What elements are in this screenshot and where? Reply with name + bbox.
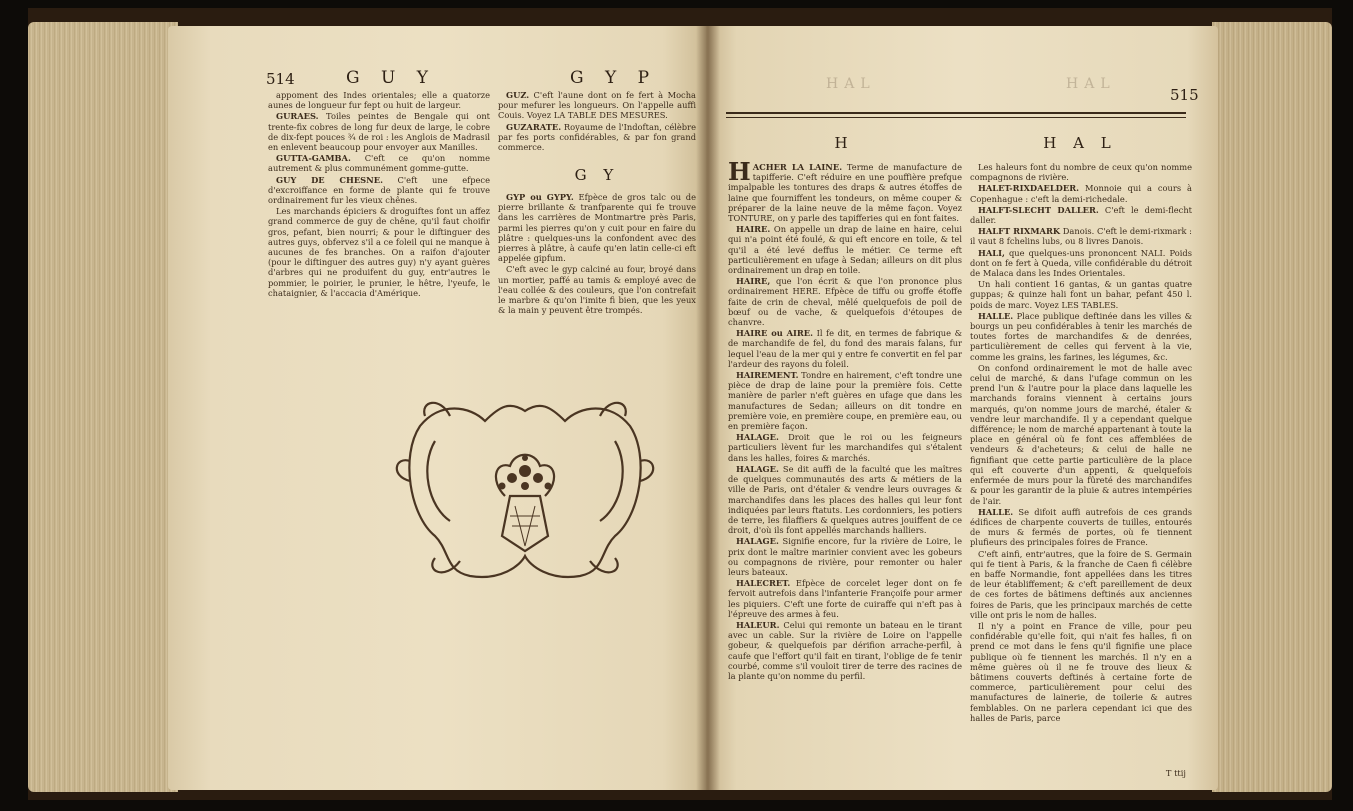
entry-headword: HAIRE ou AIRE.	[736, 328, 813, 339]
entry-text: Signifie encore, fur la rivière de Loire, le prix dont le maître marinier convient avec les gobeurs ou compagnons de rivière, pour remonter ou haler leurs bateaux.	[728, 536, 962, 577]
entry-paragraph	[268, 175, 490, 206]
entry-paragraph	[970, 363, 1192, 506]
entry-text: que quelques-uns prononcent NALI. Poids dont on fe fert à Queda, ville confidérable du détroit de Malaca dans les Indes Orientales.	[970, 247, 1192, 279]
entry-headword: HALEUR.	[736, 619, 780, 630]
page-edges-left	[28, 22, 178, 792]
entry-paragraph	[970, 183, 1192, 203]
entry-text: C'eft une efpece d'excroiffance en forme de plante qui fe trouve ordinairement fur les vieux chênes.	[268, 174, 490, 206]
left-page	[168, 26, 706, 790]
entry-text: Danois. C'eft le demi-rixmark : il vaut 8 fchelins lubs, ou 8 livres Danois.	[970, 226, 1192, 247]
right-column-1	[728, 157, 962, 682]
entry-headword: HAIRE,	[736, 276, 771, 287]
catchword: T ttij	[1165, 768, 1186, 778]
entry-text: Efpèce de corcelet leger dont on fe fervoit autrefois dans l'infanterie Françoife pour armer les piquiers. C'eft une forte de cuiraffe qui n'eft pas à l'épreuve des armes à feu.	[728, 578, 962, 619]
entry-paragraph	[728, 370, 962, 431]
entry-headword: HALFT RIXMARK	[978, 226, 1061, 237]
entry-text: Il fe dit, en termes de fabrique & de marchandife de fel, du fond des marais falans, fur lequel l'eau de la mer qui y entre fe convertit en fel par l'ardeur des rayons du foleil.	[728, 328, 962, 369]
entry-paragraph	[970, 549, 1192, 620]
entry-text: Place publique deftinée dans les villes & bourgs un peu confidérables à tenir les marchés de toutes fortes de marchandifes & de denrées, particulièrement de celles qui fervent à la vie, comme les grains, les farines, les légumes, &c.	[970, 310, 1192, 362]
entry-paragraph	[268, 206, 490, 298]
section-heading-h: H	[834, 134, 854, 152]
header-rule	[726, 112, 1186, 118]
bleed-through-text: HAL	[1066, 76, 1116, 92]
page-edges-right	[1212, 22, 1332, 792]
entry-paragraph	[268, 153, 490, 173]
entry-headword: HAIRE.	[736, 224, 771, 235]
entry-text: Royaume de l'Indoftan, célèbre par fes ports confidérables, & par fon grand commerce.	[498, 121, 696, 153]
entry-text: On appelle un drap de laine en haire, celui qui n'a point été foulé, & qui eft encore en toile, & tel qu'il a été levé deffus le métier. Ce terme eft particulièrement en ufage à Sedan; ailleurs on dit plus ordinairement un drap en toile.	[728, 224, 962, 276]
entry-paragraph	[728, 432, 962, 463]
section-heading-gy: G Y	[574, 166, 620, 184]
entry-text: Droit que le roi ou les feigneurs particuliers lèvent fur les marchandifes qui s'étalent dans les halles, foires & marchés.	[728, 432, 962, 463]
entry-paragraph	[970, 226, 1192, 246]
entry-text: C'eft avec le gyp calciné au four, broyé dans un mortier, paffé au tamis & employé avec de l'eau collée & des couleurs, que l'on contrefait le marbre & qu'on l'imite fi bien, que les yeux & la main y peuvent être trompés.	[498, 264, 696, 316]
entry-text: Toiles peintes de Bengale qui ont trente-fix cobres de long fur deux de large, le cobre de dix-fept pouces ¾ de roi : les Anglois de Madrasil en enlevent beaucoup pour envoyer aux Manilles.	[268, 111, 490, 153]
entry-text: Efpèce de gros talc ou de pierre brillante & tranfparente qui fe trouve dans les carrières de Montmartre près Paris, parmi les pierres qu'on y cuit pour en faire du plâtre : quelques-uns la confondent avec des pierres à plâtre, à caufe qu'en latin celle-ci eft appelée gipfum.	[498, 192, 696, 264]
entry-headword: HALAGE.	[736, 536, 779, 547]
entry-text: On confond ordinairement le mot de halle avec celui de marché, & dans l'ufage commun on les prend l'un & l'autre pour la place dans laquelle les marchands forains viennent à certains jours marqués, qu'on nomme jours de marché, étaler & vendre leur marchandife. Il y a cependant quelque différence; le nom de marché appartenant à toute la place en général où fe font ces affemblées de vendeurs & d'acheteurs; & celui de halle ne fignifiant que cette partie particulière de la place qui eft couverte d'un appenti, & quelquefois enfermée de murs pour la fûreté des marchandifes & pour les garantir de la pluie & autres intempéries de l'air.	[970, 362, 1192, 506]
entry-text: Se dit auffi de la faculté que les maîtres de quelques communautés des arts & métiers de la ville de Paris, ont d'étaler & vendre leurs ouvrages & marchandifes dans les places des halles qui leur font indiquées par leurs ftatuts. Les cordonniers, les potiers de terre, les filaffiers & quelques autres jouiffent de ce droit, d'où ils font appellés marchands halliers.	[728, 463, 962, 536]
entry-headword: GUZ.	[506, 90, 530, 100]
open-book	[28, 8, 1332, 800]
entry-text: Celui qui remonte un bateau en le tirant avec un cable. Sur la rivière de Loire on l'appelle gobeur, & quelquefois par dérifion arrache-perfil, à caufe que l'effort qu'il fait en tirant, l'oblige de fe tenir courbé, comme s'il vouloit tirer de terre des racines de la plante qu'on nomme du perfil.	[728, 619, 962, 681]
running-head-right: G Y P	[570, 68, 658, 88]
entry-paragraph	[970, 507, 1192, 548]
entry-headword: HALLE.	[978, 310, 1014, 321]
right-column-2	[970, 162, 1192, 724]
entry-headword: HALFT-SLECHT DALLER.	[978, 204, 1099, 215]
entry-headword: HALET-RIXDAELDER.	[978, 183, 1079, 194]
entry-headword: HALECRET.	[736, 578, 791, 589]
entry-headword: HALAGE.	[736, 432, 779, 443]
entry-headword: GUY DE CHESNE.	[276, 174, 383, 185]
entry-paragraph	[970, 311, 1192, 362]
entry-paragraph	[728, 578, 962, 619]
entry-text: C'eft ce qu'on nomme autrement & plus communément gomme-gutte.	[268, 153, 490, 174]
entry-paragraph	[268, 90, 490, 110]
entry-paragraph	[970, 279, 1192, 310]
entry-text: Tondre en hairement, c'eft tondre une pièce de drap de laine pour la première fois. Cette manière de parler n'eft guères en ufage que dans les manufactures de Sedan; ailleurs on dit tondre en première voie, en première coupe, en première eau, ou en première façon.	[728, 370, 962, 432]
entry-text: Terme de manufacture de tapifferie. C'eft réduire en une pouffière prefque impalpable les tontures des draps & autres étoffes de laine que fourniffent les tondeurs, on même couper & préparer de la laine neuve de la même façon. Voyez TONTURE, on y parle des tapifferies qui en font faites.	[728, 162, 962, 224]
drop-cap: H	[728, 157, 751, 186]
entry-headword: HALLE.	[978, 506, 1014, 517]
entry-text: C'eft l'aune dont on fe fert à Mocha pour mefurer les longueurs. On l'appelle auffi Couis. Voyez LA TABLE DES MESURES.	[498, 90, 696, 121]
entry-headword: HALAGE.	[736, 463, 779, 474]
entry-text: Monnoie qui a cours à Copenhague : c'eft la demi-richedale.	[970, 183, 1192, 204]
entry-headword: HAIREMENT.	[736, 370, 799, 381]
entry-headword: HALI,	[978, 247, 1005, 258]
entry-text: Les marchands épiciers & droguiftes font un affez grand commerce de guy de chêne, qu'il faut choifir gros, pefant, bien nourri; & pour le diftinguer des autres guys, obfervez s'il a ce foleil qui ne manque à aucunes de fes branches. On a raifon d'ajouter (pour le diftinguer des autres guy) n'y ayant guères d'arbres qui ne produifent du guy, entr'autres le pommier, le poirier, le prunier, le hêtre, l'yeufe, le chataignier, & l'accacia d'Amérique.	[268, 206, 490, 298]
page-number: 514	[266, 70, 295, 88]
entry-paragraph	[970, 205, 1192, 225]
entry-text: Les haleurs font du nombre de ceux qu'on nomme compagnons de rivière.	[970, 162, 1192, 183]
left-column-1	[268, 90, 490, 299]
entry-paragraph	[728, 328, 962, 369]
entry-text: Un hali contient 16 gantas, & un gantas quatre guppas; & quinze hali font un bahar, pefant 450 l. poids de marc. Voyez LES TABLES.	[970, 279, 1192, 310]
entry-paragraph	[728, 620, 962, 681]
entry-headword: ACHER LA LAINE.	[752, 162, 843, 172]
left-column-2-bottom	[498, 192, 696, 316]
right-page	[706, 26, 1218, 790]
entry-paragraph	[498, 192, 696, 263]
entry-headword: GYP ou GYPY.	[506, 192, 574, 202]
entry-text: Se difoit auffi autrefois de ces grands édifices de charpente couverts de tuilles, entourés de murs & fermés de portes, où fe tiennent plufieurs des principales foires de France.	[970, 506, 1192, 548]
left-column-2-top	[498, 90, 696, 153]
entry-text: appoment des Indes orientales; elle a quatorze aunes de longueur fur fept ou huit de largeur.	[268, 90, 490, 111]
entry-paragraph	[970, 621, 1192, 723]
entry-text: C'eft le demi-flecht daller.	[970, 204, 1192, 226]
entry-headword: GURAES.	[276, 111, 319, 122]
entry-headword: GUZARATE.	[506, 121, 562, 132]
page-number: 515	[1170, 86, 1199, 104]
entry-text: que l'on écrit & que l'on prononce plus ordinairement HERE. Efpèce de tiffu ou groffe étoffe faite de crin de cheval, mêlé quelquefois de poil de bœuf ou de vache, & quelquefois d'étoupes de chanvre.	[728, 276, 962, 328]
entry-paragraph	[268, 111, 490, 152]
entry-text: Il n'y a point en France de ville, pour peu confidérable qu'elle foit, qui n'ait fes halles, fi on prend ce mot dans le fens qu'il fignifie une place publique où fe tiennent les marchés. Il n'y en a même guères où il ne fe trouve des lieux & bâtimens couverts deftinés à certaine forte de commerce, particulièrement pour celui des manufactures de lainerie, de toilerie & autres femblables. On ne parlera cependant ici que des halles de Paris, parce	[970, 620, 1192, 723]
section-heading-hal: H A L	[1043, 134, 1117, 152]
entry-text: C'eft ainfi, entr'autres, que la foire de S. Germain qui fe tient à Paris, & la franche de Caen fi célèbre en baffe Normandie, font appellées dans les titres de leur établiffement; & c'eft pareillement de deux de ces fortes de bâtimens deftinés aux anciennes foires de Paris, que les principaux marchés de cette ville ont pris le nom de halles.	[970, 548, 1192, 620]
bleed-through-text: HAL	[826, 76, 876, 92]
entry-paragraph	[728, 224, 962, 275]
ornamental-vignette	[390, 386, 660, 586]
entry-paragraph	[728, 276, 962, 327]
entry-headword: GUTTA-GAMBA.	[276, 153, 351, 164]
book-gutter	[696, 26, 720, 790]
entry-paragraph	[728, 536, 962, 577]
entry-paragraph	[728, 157, 962, 224]
entry-paragraph	[970, 248, 1192, 279]
entry-paragraph	[498, 122, 696, 153]
entry-paragraph	[970, 162, 1192, 182]
entry-paragraph	[728, 464, 962, 535]
running-head-left: G U Y	[346, 68, 436, 88]
entry-paragraph	[498, 90, 696, 121]
entry-paragraph	[498, 264, 696, 315]
